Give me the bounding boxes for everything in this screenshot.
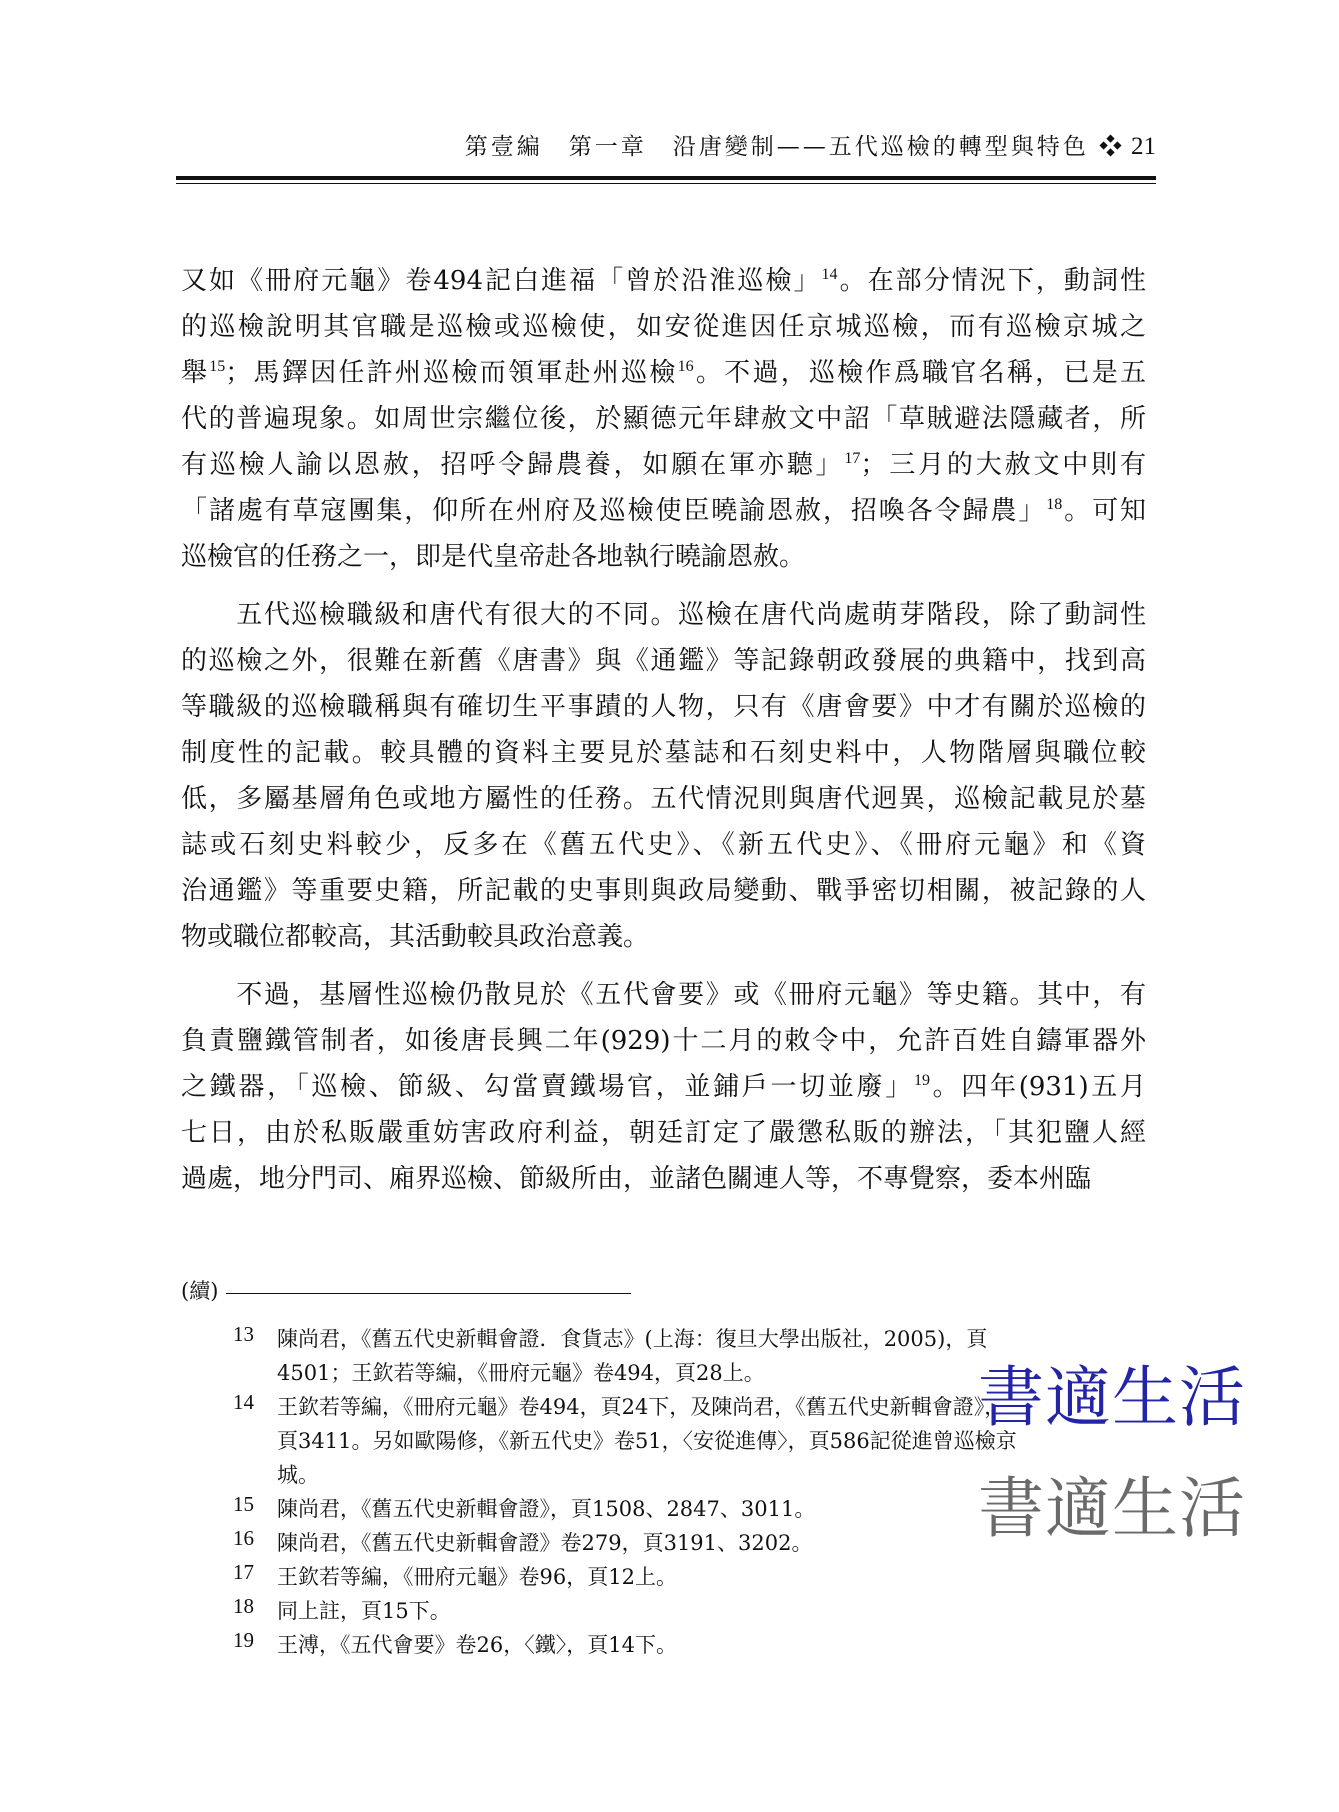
text-run: 的巡檢之外，很難在新舊《唐書》與《通鑑》等記錄朝政發展的典籍中，找到高: [181, 646, 1146, 676]
footnote-ref: 17: [844, 450, 861, 467]
footnote-number: 17: [233, 1560, 254, 1584]
body-text: [181, 258, 1146, 1202]
text-run: 的巡檢說明其官職是巡檢或巡檢使，如安從進因任京城巡檢，而有巡檢京城之: [181, 312, 1146, 342]
text-line: [181, 972, 1146, 1018]
text-run: 舉: [181, 358, 210, 388]
text-run: 誌或石刻史料較少，反多在《舊五代史》、《新五代史》、《冊府元龜》和《資: [181, 830, 1146, 860]
text-line: [181, 442, 1146, 488]
text-line: [181, 684, 1146, 730]
footnote-text: 4501；王欽若等編，《冊府元龜》卷494，頁28上。: [277, 1361, 765, 1385]
text-line: [181, 868, 1146, 914]
text-run: 。可知: [1062, 496, 1146, 526]
text-line: [181, 592, 1146, 638]
text-line: [181, 1064, 1146, 1110]
footnote-ref: 19: [913, 1072, 930, 1089]
text-run: 制度性的記載。較具體的資料主要見於墓誌和石刻史料中，人物階層與職位較: [181, 738, 1146, 768]
footnote-number: 14: [233, 1390, 254, 1414]
text-run: 巡檢官的任務之一，即是代皇帝赴各地執行曉諭恩赦。: [181, 542, 806, 572]
footnote-text: 頁3411。另如歐陽修，《新五代史》卷51，〈安從進傳〉，頁586記從進曾巡檢京: [277, 1429, 1017, 1453]
text-run: 等職級的巡檢職稱與有確切生平事蹟的人物，只有《唐會要》中才有關於巡檢的: [181, 692, 1146, 722]
text-run: 物或職位都較高，其活動較具政治意義。: [181, 922, 650, 952]
text-run: 負責鹽鐵管制者，如後唐長興二年(929)十二月的敕令中，允許百姓自鑄軍器外: [181, 1026, 1146, 1056]
text-run: 。不過，巡檢作爲職官名稱，已是五: [693, 358, 1146, 388]
footnote-text: 陳尚君，《舊五代史新輯會證》卷279，頁3191、3202。: [277, 1531, 813, 1555]
text-run: 代的普遍現象。如周世宗繼位後，於顯德元年肆赦文中詔「草賊避法隱藏者，所: [181, 404, 1146, 434]
text-run: 有巡檢人諭以恩赦，招呼令歸農養，如願在軍亦聽」: [181, 450, 845, 480]
footnote: [233, 1560, 1153, 1594]
footnote-number: 16: [233, 1526, 254, 1550]
text-line: [181, 822, 1146, 868]
text-line: [181, 488, 1146, 534]
footnote-number: 18: [233, 1594, 254, 1618]
paragraph-gap: [181, 960, 1146, 972]
text-run: 「諸處有草寇團集，仰所在州府及巡檢使臣曉諭恩赦，招喚各令歸農」: [181, 496, 1047, 526]
footnote-ref: 18: [1046, 496, 1063, 513]
footnote-ref: 15: [209, 358, 226, 375]
text-run: 。四年(931)五月: [929, 1072, 1146, 1102]
header-rule-thin: [176, 183, 1156, 184]
text-line: [181, 258, 1146, 304]
text-run: 不過，基層性巡檢仍散見於《五代會要》或《冊府元龜》等史籍。其中，有: [181, 980, 1146, 1010]
footnote-number: 19: [233, 1628, 254, 1652]
footnote-ref: 16: [677, 358, 694, 375]
footnotes-continued-label: (續): [181, 1279, 219, 1303]
footnote-number: 13: [233, 1322, 254, 1346]
text-line: [181, 1156, 1146, 1202]
footnote: [233, 1628, 1153, 1662]
footnote-text: 王欽若等編，《冊府元龜》卷494，頁24下，及陳尚君，《舊五代史新輯會證》，: [277, 1395, 1006, 1419]
header-rule-thick: [176, 176, 1156, 180]
text-run: 低，多屬基層角色或地方屬性的任務。五代情況則與唐代迥異，巡檢記載見於墓: [181, 784, 1146, 814]
footnote: [233, 1594, 1153, 1628]
text-line: [181, 1110, 1146, 1156]
text-line: [181, 730, 1146, 776]
header-title: 第壹編 第一章 沿唐變制——五代巡檢的轉型與特色 ❖: [464, 134, 1125, 160]
paragraph-gap: [181, 580, 1146, 592]
watermark-primary: 書適生活: [978, 1359, 1246, 1436]
text-line: [181, 534, 1146, 580]
footnote-text: 陳尚君，《舊五代史新輯會證．食貨志》(上海：復旦大學出版社，2005)，頁: [277, 1327, 988, 1351]
running-header: [176, 128, 1156, 174]
text-run: ；馬鐸因任許州巡檢而領軍赴州巡檢: [225, 358, 678, 388]
footnote-number: 15: [233, 1492, 254, 1516]
text-line: [181, 1018, 1146, 1064]
text-run: 過處，地分門司、廂界巡檢、節級所由，並諸色關連人等，不專覺察，委本州臨: [181, 1164, 1092, 1194]
text-line: [181, 396, 1146, 442]
text-run: 之鐵器，「巡檢、節級、勾當賣鐵場官，並鋪戶一切並廢」: [181, 1072, 914, 1102]
text-run: 治通鑑》等重要史籍，所記載的史事則與政局變動、戰爭密切相關，被記錄的人: [181, 876, 1146, 906]
text-run: ；三月的大赦文中則有: [860, 450, 1146, 480]
text-line: [181, 304, 1146, 350]
footnote-ref: 14: [821, 266, 838, 283]
text-line: [181, 350, 1146, 396]
footnote-text: 同上註，頁15下。: [277, 1599, 451, 1623]
text-run: 五代巡檢職級和唐代有很大的不同。巡檢在唐代尚處萌芽階段，除了動詞性: [181, 600, 1146, 630]
text-run: 又如《冊府元龜》卷494記白進福「曾於沿淮巡檢」: [181, 266, 822, 296]
footnote-text: 王溥，《五代會要》卷26，〈鐵〉，頁14下。: [277, 1633, 677, 1657]
text-line: [181, 914, 1146, 960]
footnote-text: 陳尚君，《舊五代史新輯會證》，頁1508、2847、3011。: [277, 1497, 816, 1521]
footnote-text: 王欽若等編，《冊府元龜》卷96，頁12上。: [277, 1565, 677, 1589]
page-number: 21: [1131, 133, 1156, 160]
text-run: 七日，由於私販嚴重妨害政府利益，朝廷訂定了嚴懲私販的辦法，「其犯鹽人經: [181, 1118, 1146, 1148]
watermark-secondary: 書適生活: [978, 1470, 1246, 1547]
footnote-separator: [226, 1293, 631, 1294]
text-line: [181, 776, 1146, 822]
text-run: 。在部分情況下，動詞性: [837, 266, 1146, 296]
text-line: [181, 638, 1146, 684]
footnote-text: 城。: [277, 1463, 319, 1487]
